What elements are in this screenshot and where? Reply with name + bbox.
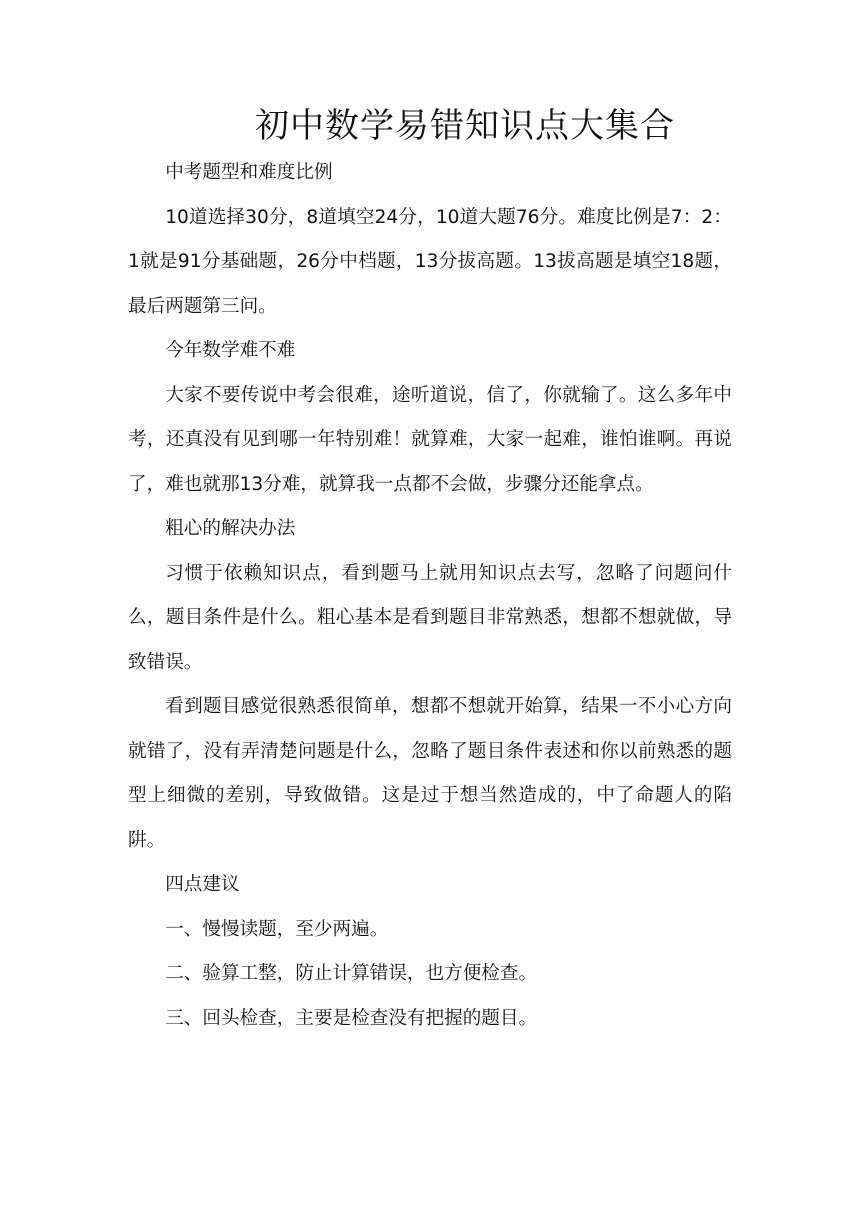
section-heading-carelessness: 粗心的解决办法 [165, 518, 296, 539]
paragraph-carelessness-1: 习惯于依赖知识点，看到题马上就用知识点去写，忽略了问题问什么，题目条件是什么。粗心基本是看到题目非常熟悉，想都不想就做，导致错误。 [128, 562, 732, 673]
section-heading-suggestions: 四点建议 [165, 874, 240, 895]
paragraph-exam-structure: 10道选择30分，8道填空24分，10道大题76分。难度比例是7：2：1就是91分基础题，26分中档题，13分拔高题。13拔高题是填空18题，最后两题第三问。 [128, 206, 732, 317]
suggestion-item-2: 二、验算工整，防止计算错误，也方便检查。 [165, 963, 538, 984]
section-heading-difficulty: 今年数学难不难 [165, 340, 296, 361]
document-body [128, 151, 732, 1041]
paragraph-difficulty: 大家不要传说中考会很难，途听道说，信了，你就输了。这么多年中考，还真没有见到哪一年特别难！就算难，大家一起难，谁怕谁啊。再说了，难也就那13分难，就算我一点都不会做，步骤分还能拿点。 [128, 384, 732, 495]
suggestion-item-1: 一、慢慢读题，至少两遍。 [165, 918, 389, 940]
document-title: 初中数学易错知识点大集合 [255, 106, 675, 146]
suggestion-item-3: 三、回头检查，主要是检查没有把握的题目。 [165, 1007, 538, 1029]
paragraph-carelessness-2: 看到题目感觉很熟悉很简单，想都不想就开始算，结果一不小心方向就错了，没有弄清楚问题是什么，忽略了题目条件表述和你以前熟悉的题型上细微的差别，导致做错。这是过于想当然造成的，中了命题人的陷阱。 [128, 696, 732, 851]
section-heading-exam-structure: 中考题型和难度比例 [165, 162, 333, 183]
